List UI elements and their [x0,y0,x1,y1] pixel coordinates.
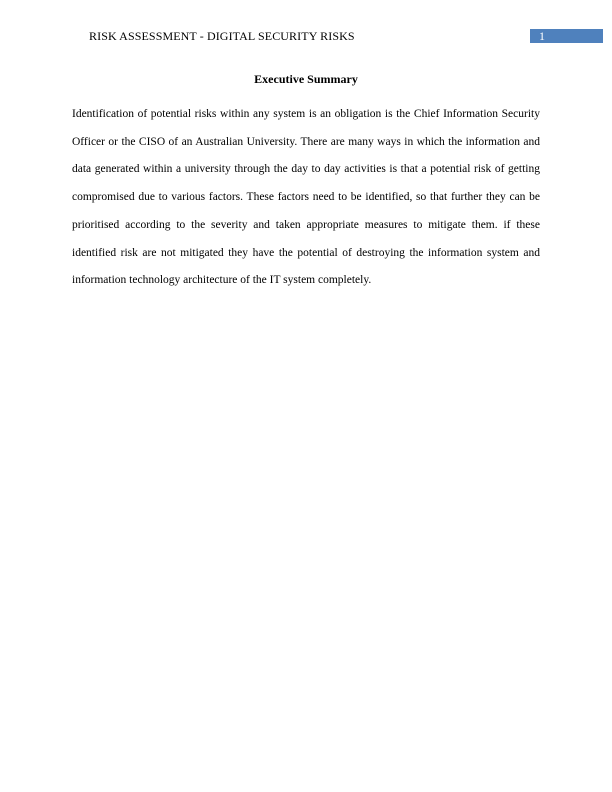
body-paragraph: Identification of potential risks within any system is an obligation is the Chief Information Security Officer or the CISO of an Australian University. There are many ways in which the information and data generated within a university through the day to day activities is that a potential risk of getting compromised due to various factors. These factors need to be identified, so that further they can be prioritised according to the severity and taken appropriate measures to mitigate them. if these identified risk are not mitigated they have the potential of destroying the information system and information technology architecture of the IT system completely. [72,108,540,287]
page-number: 1 [539,29,545,43]
section-title: Executive Summary [254,72,358,86]
running-head: RISK ASSESSMENT - DIGITAL SECURITY RISKS [89,29,355,43]
page-number-box [530,29,603,43]
